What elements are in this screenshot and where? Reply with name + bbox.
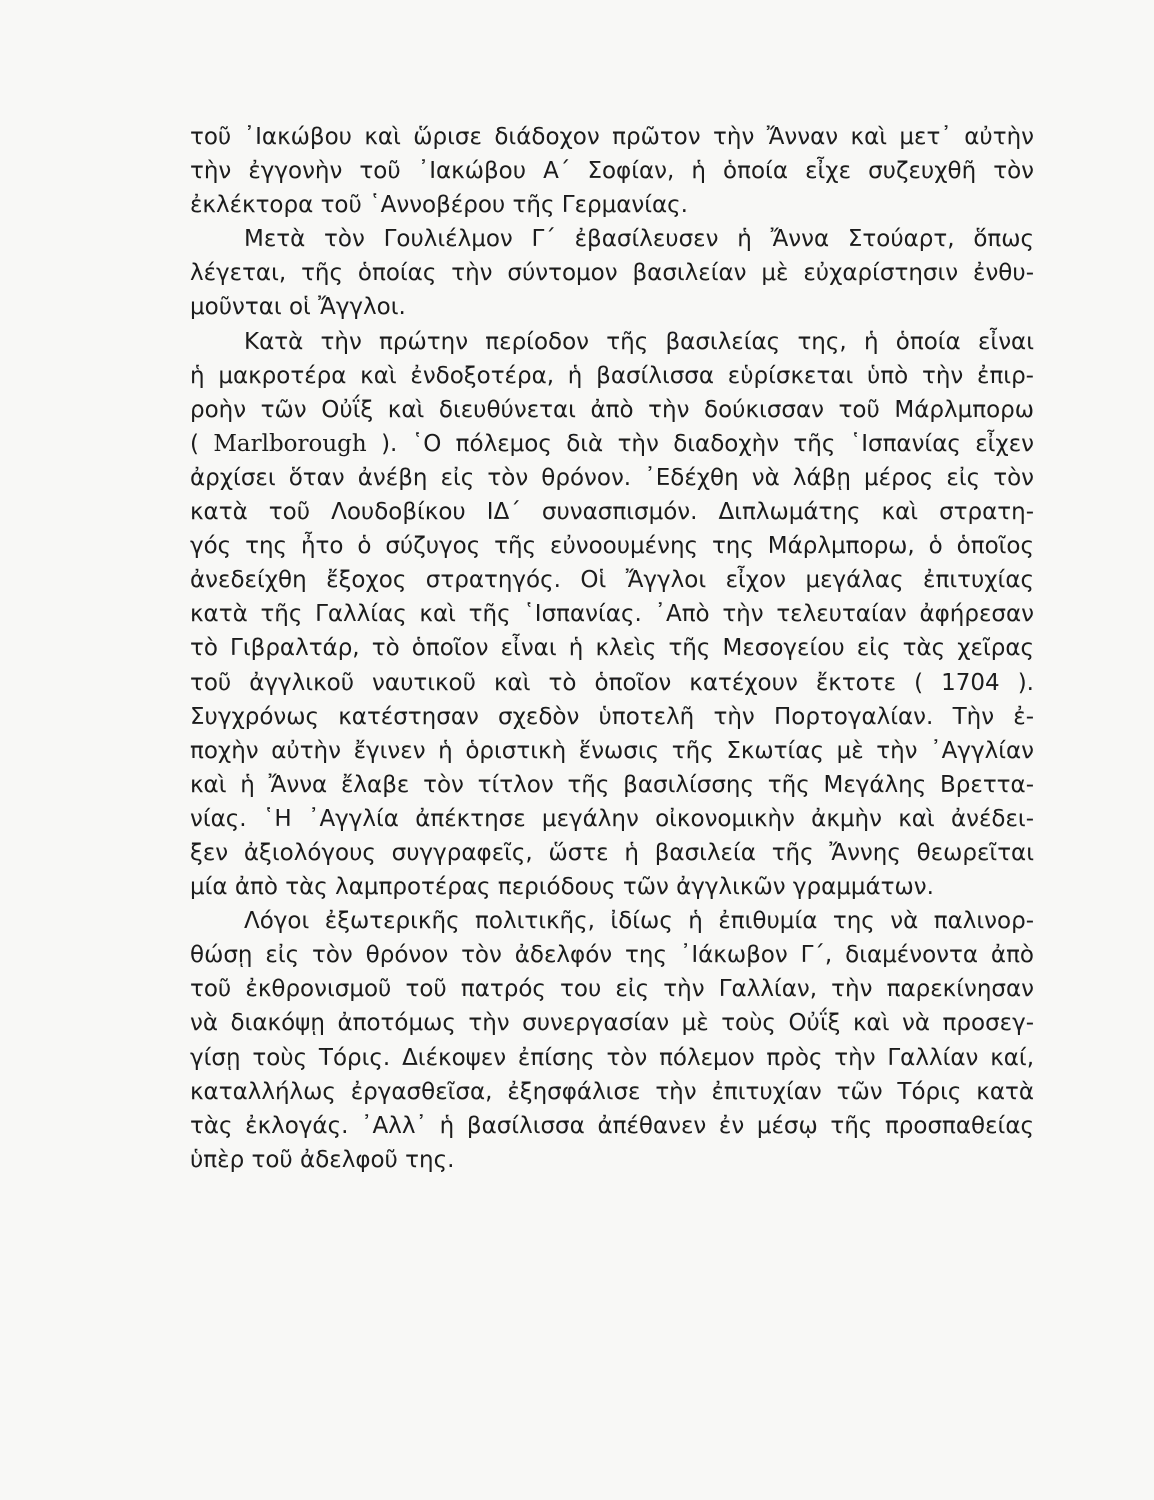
text-line: νὰ διακόψῃ ἀποτόμως τὴν συνεργασίαν μὲ τοὺς Οὐΐξ καὶ νὰ προσεγ-	[190, 1010, 1034, 1037]
text-line: λέγεται, τῆς ὁποίας τὴν σύντομον βασιλείαν μὲ εὐχαρίστησιν ἐνθυ-	[190, 260, 1034, 287]
text-line: ξεν ἀξιολόγους συγγραφεῖς, ὥστε ἡ βασιλεία τῆς Ἄννης θεωρεῖται	[190, 839, 1034, 866]
text-line: ποχὴν αὐτὴν ἔγινεν ἡ ὁριστικὴ ἕνωσις τῆς Σκωτίας μὲ τὴν ᾿Αγγλίαν	[190, 737, 1034, 764]
text-line: καταλλήλως ἐργασθεῖσα, ἐξησφάλισε τὴν ἐπιτυχίαν τῶν Τόρις κατὰ	[190, 1078, 1034, 1105]
text-line: τοῦ ἐκθρονισμοῦ τοῦ πατρός του εἰς τὴν Γαλλίαν, τὴν παρεκίνησαν	[190, 976, 1034, 1003]
text-fragment: (	[190, 430, 214, 457]
text-line: τὰς ἐκλογάς. ᾿Αλλ᾿ ἡ βασίλισσα ἀπέθανεν ἐν μέσῳ τῆς προσπαθείας	[190, 1112, 1034, 1139]
text-line: γίσῃ τοὺς Τόρις. Διέκοψεν ἐπίσης τὸν πόλεμον πρὸς τὴν Γαλλίαν καί,	[190, 1044, 1034, 1071]
text-line: μοῦνται οἱ Ἄγγλοι.	[190, 294, 406, 321]
text-line: Συγχρόνως κατέστησαν σχεδὸν ὑποτελῆ τὴν Πορτογαλίαν. Τὴν ἐ-	[190, 703, 1034, 730]
text-line: ἀνεδείχθη ἔξοχος στρατηγός. Οἱ Ἄγγλοι εἶχον μεγάλας ἐπιτυχίας	[190, 567, 1034, 594]
body-text	[190, 120, 1034, 1177]
text-line: νίας. ῾Η ᾿Αγγλία ἀπέκτησε μεγάλην οἰκονομικὴν ἀκμὴν καὶ ἀνέδει-	[190, 805, 1034, 832]
text-fragment: ). ῾Ο πόλεμος διὰ τὴν διαδοχὴν τῆς ῾Ισπανίας εἶχεν	[366, 430, 1035, 457]
paragraph-start-line: Λόγοι ἐξωτερικῆς πολιτικῆς, ἰδίως ἡ ἐπιθυμία της νὰ παλινορ-	[244, 908, 1034, 935]
text-line: ἀρχίσει ὅταν ἀνέβη εἰς τὸν θρόνον. ᾿Εδέχθη νὰ λάβῃ μέρος εἰς τὸν	[190, 464, 1034, 491]
text-line: τοῦ ᾿Ιακώβου καὶ ὥρισε διάδοχον πρῶτον τὴν Ἄνναν καὶ μετ᾿ αὐτὴν	[190, 124, 1034, 150]
text-line: κατὰ τῆς Γαλλίας καὶ τῆς ῾Ισπανίας. ᾿Απὸ τὴν τελευταίαν ἀφήρεσαν	[190, 601, 1034, 628]
text-line: ὑπὲρ τοῦ ἀδελφοῦ της.	[190, 1146, 455, 1173]
latin-word: Marlborough	[213, 430, 367, 457]
text-line: τοῦ ἀγγλικοῦ ναυτικοῦ καὶ τὸ ὁποῖον κατέχουν ἔκτοτε ( 1704 ).	[190, 669, 1034, 696]
text-line: γός της ἦτο ὁ σύζυγος τῆς εὐνοουμένης της Μάρλμπορω, ὁ ὁποῖος	[190, 533, 1034, 560]
text-line: ἡ μακροτέρα καὶ ἐνδοξοτέρα, ἡ βασίλισσα εὑρίσκεται ὑπὸ τὴν ἐπιρ-	[190, 362, 1034, 389]
text-line: μία ἀπὸ τὰς λαμπροτέρας περιόδους τῶν ἀγγλικῶν γραμμάτων.	[190, 874, 934, 901]
text-line: κατὰ τοῦ Λουδοβίκου ΙΔ΄ συνασπισμόν. Διπλωμάτης καὶ στρατη-	[190, 499, 1034, 526]
text-line: ἐκλέκτορα τοῦ ῾Αννοβέρου τῆς Γερμανίας.	[190, 192, 688, 219]
text-line: ροὴν τῶν Οὐΐξ καὶ διευθύνεται ἀπὸ τὴν δούκισσαν τοῦ Μάρλμπορω	[190, 396, 1034, 423]
text-line: καὶ ἡ Ἄννα ἔλαβε τὸν τίτλον τῆς βασιλίσσης τῆς Μεγάλης Βρεττα-	[190, 771, 1034, 798]
text-line: τὸ Γιβραλτάρ, τὸ ὁποῖον εἶναι ἡ κλεὶς τῆς Μεσογείου εἰς τὰς χεῖρας	[190, 635, 1034, 662]
text-line: θώσῃ εἰς τὸν θρόνον τὸν ἀδελφόν της ᾿Ιάκωβον Γ΄, διαμένοντα ἀπὸ	[190, 942, 1034, 969]
text-line	[190, 427, 1034, 461]
text-line: τὴν ἐγγονὴν τοῦ ᾿Ιακώβου Α΄ Σοφίαν, ἡ ὁποία εἶχε συζευχθῆ τὸν	[190, 158, 1034, 185]
paragraph-start-line: Κατὰ τὴν πρώτην περίοδον τῆς βασιλείας της, ἡ ὁποία εἶναι	[244, 328, 1034, 355]
paragraph-start-line: Μετὰ τὸν Γουλιέλμον Γ΄ ἐβασίλευσεν ἡ Ἄννα Στούαρτ, ὅπως	[244, 226, 1034, 253]
